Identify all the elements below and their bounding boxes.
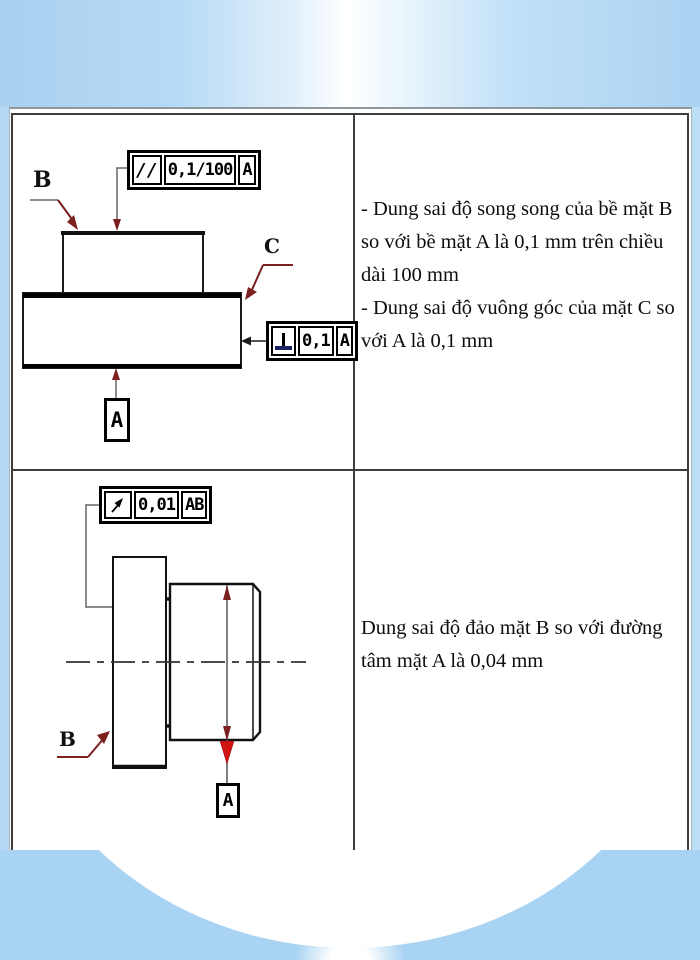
bottom-decoration [0,850,700,960]
runout-frame [99,486,212,524]
perpendicularity-frame [266,321,358,361]
datum-box-a: A [104,398,130,442]
table-row-divider [11,469,689,471]
surface-label-b2: B [59,727,76,751]
row1-description [361,193,689,358]
datum-a-arrowhead [112,368,120,380]
row2-description-text: Dung sai độ đảo mặt B so với đường tâm mặt A là 0,04 mm [361,617,663,672]
surface-label-c: C [264,234,280,258]
parallelism-arrowhead [113,219,121,231]
label-b2-arrowhead [97,731,110,744]
row1-description-line2: - Dung sai độ vuông góc của mặt C so với A là 0,1 mm [361,297,675,352]
upper-block [63,232,203,294]
label-c-arrowhead [245,287,257,300]
datum-box-a2: A [216,783,240,818]
table-border-top [11,113,689,115]
top-gradient-band [0,0,700,107]
row2-drawing [13,473,353,850]
datum-big-red-arrowhead [220,741,234,764]
parallelism-leader-line [117,168,127,224]
runout-value: 0,01 [134,491,179,519]
parallelism-icon: // [132,155,162,185]
perpendicularity-datum-ref: A [336,326,353,356]
runout-icon-cell [104,491,132,519]
lower-block [23,293,241,368]
table-column-divider [353,113,355,850]
parallelism-datum-ref: A [238,155,255,185]
right-margin-strip [692,107,700,850]
left-margin-strip [0,107,9,850]
perpendicularity-value: 0,1 [298,326,334,356]
label-c-leader [251,265,263,292]
row1-description-line1: - Dung sai độ song song của bề mặt B so với bề mặt A là 0,1 mm trên chiều dài 100 mm [361,198,673,286]
perpendicularity-arrowhead [241,337,251,346]
row2-description [361,612,695,678]
runout-datum-ref: AB [181,491,207,519]
parallelism-frame [127,150,261,190]
surface-label-b: B [33,167,52,193]
runout-arrow-icon [108,495,128,515]
bottom-light-streak [280,905,420,960]
label-b-arrowhead [67,215,78,230]
perpendicularity-icon [275,333,292,350]
parallelism-value: 0,1/100 [164,155,237,185]
perpendicularity-icon-cell [271,326,296,356]
